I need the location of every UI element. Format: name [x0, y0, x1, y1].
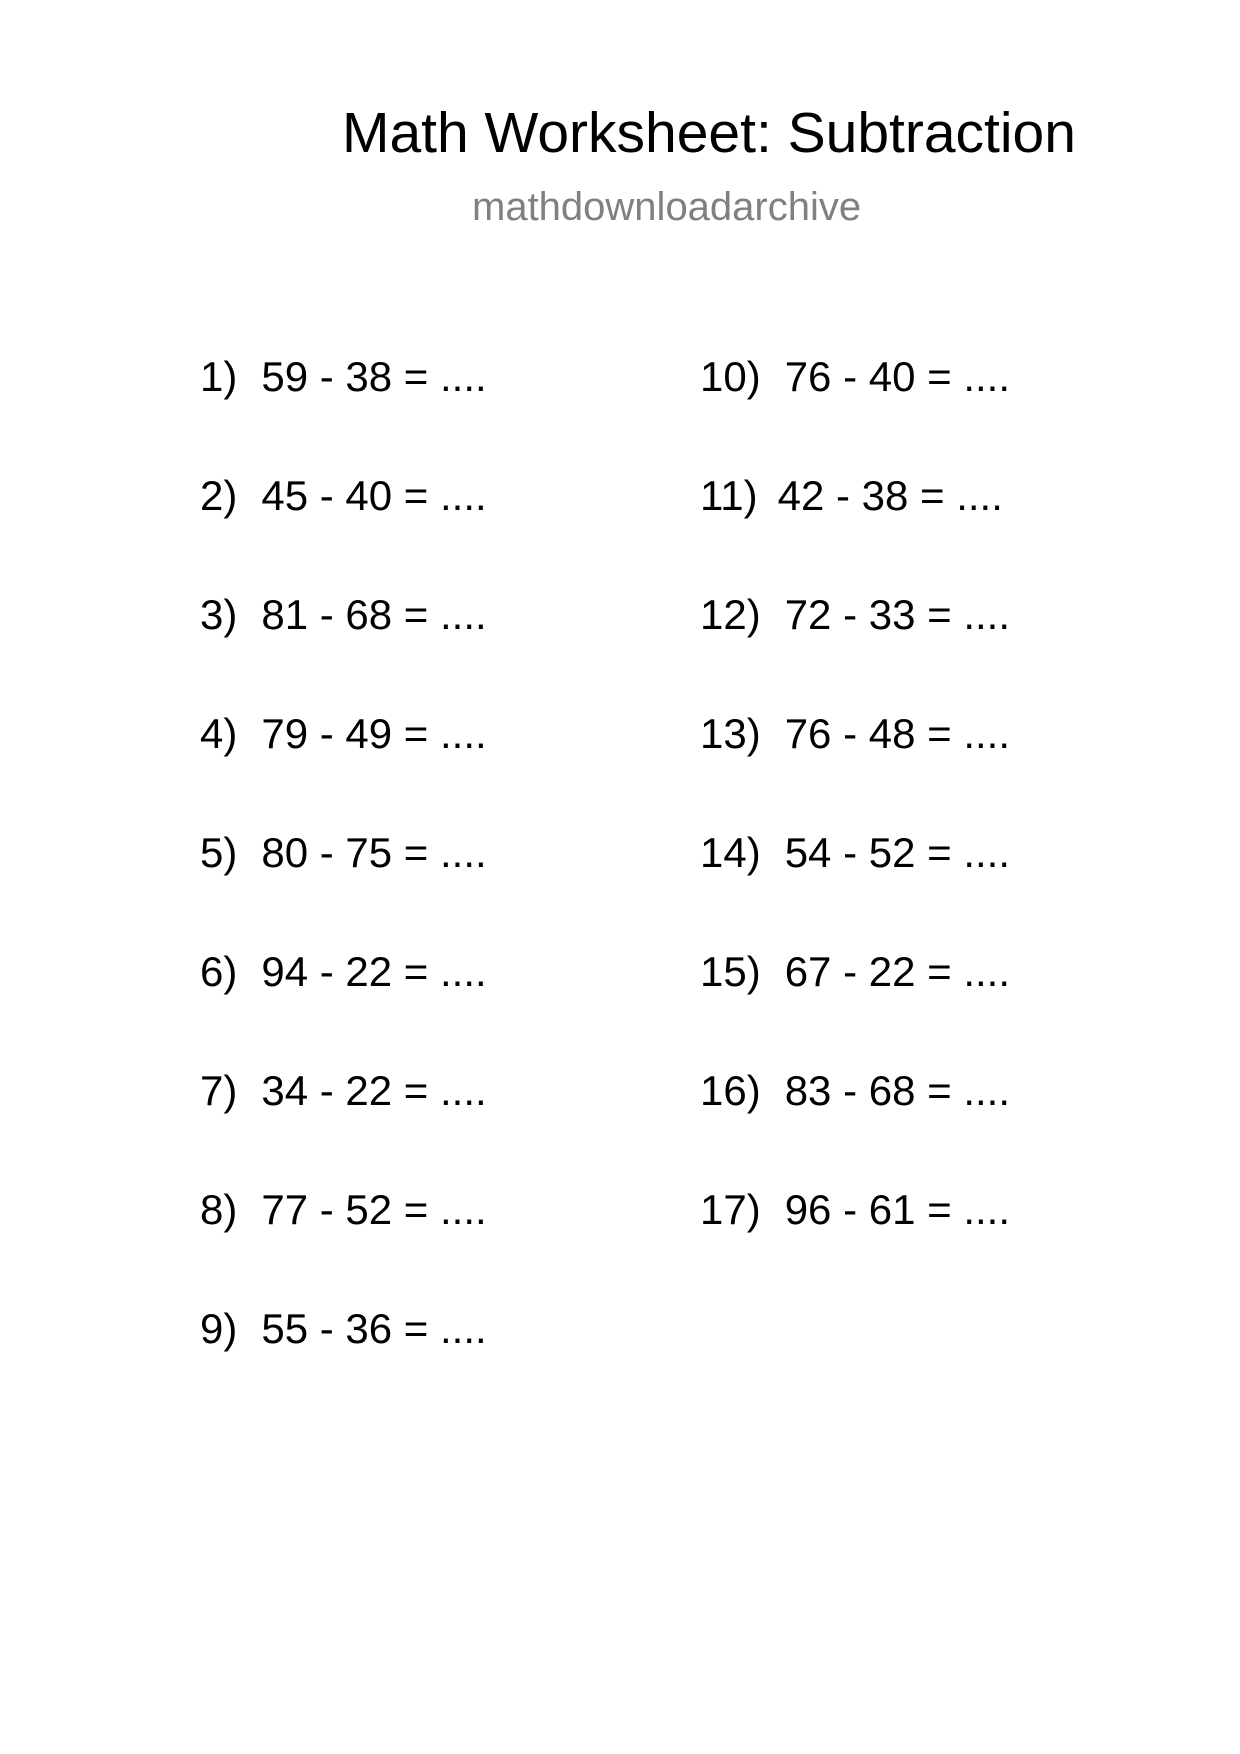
problem-number: 14)	[700, 829, 761, 876]
problem-expression: 79 - 49 = ....	[261, 710, 487, 757]
problem-item	[200, 947, 487, 997]
problem-expression: 45 - 40 = ....	[261, 472, 487, 519]
problem-number: 15)	[700, 948, 761, 995]
problem-number: 3)	[200, 591, 238, 638]
problem-expression: 59 - 38 = ....	[261, 353, 487, 400]
problem-expression: 76 - 48 = ....	[784, 710, 1011, 757]
problem-number: 9)	[200, 1305, 238, 1352]
worksheet-subtitle: mathdownloadarchive	[472, 185, 862, 229]
problem-expression: 67 - 22 = ....	[784, 948, 1011, 995]
problem-expression: 34 - 22 = ....	[261, 1067, 487, 1114]
worksheet-title: Math Worksheet: Subtraction	[342, 101, 1076, 165]
problem-expression: 55 - 36 = ....	[261, 1305, 487, 1352]
problem-expression: 76 - 40 = ....	[784, 353, 1011, 400]
problem-item	[200, 1304, 487, 1354]
problem-item	[700, 947, 1010, 997]
problem-item	[200, 352, 487, 402]
problem-item	[700, 828, 1010, 878]
problem-expression: 54 - 52 = ....	[784, 829, 1011, 876]
problem-number: 17)	[700, 1186, 761, 1233]
problem-expression: 96 - 61 = ....	[784, 1186, 1011, 1233]
problem-number: 16)	[700, 1067, 761, 1114]
problem-number: 13)	[700, 710, 761, 757]
problem-item	[700, 471, 1003, 521]
problem-item	[700, 352, 1010, 402]
problem-item	[700, 709, 1010, 759]
problem-number: 4)	[200, 710, 238, 757]
problem-number: 6)	[200, 948, 238, 995]
problem-item	[200, 1185, 487, 1235]
problem-item	[700, 1185, 1010, 1235]
problem-expression: 83 - 68 = ....	[784, 1067, 1011, 1114]
problem-expression: 42 - 38 = ....	[777, 472, 1003, 519]
problem-number: 12)	[700, 591, 761, 638]
problem-expression: 77 - 52 = ....	[261, 1186, 487, 1233]
problem-number: 7)	[200, 1067, 238, 1114]
problem-number: 2)	[200, 472, 238, 519]
problem-item	[700, 590, 1010, 640]
problem-expression: 81 - 68 = ....	[261, 591, 487, 638]
problem-number: 10)	[700, 353, 761, 400]
problem-number: 1)	[200, 353, 238, 400]
problem-number: 8)	[200, 1186, 238, 1233]
problem-number: 11)	[700, 472, 758, 519]
problem-item	[200, 1066, 487, 1116]
problem-expression: 72 - 33 = ....	[784, 591, 1011, 638]
problem-expression: 80 - 75 = ....	[261, 829, 487, 876]
problem-item	[200, 828, 487, 878]
problem-number: 5)	[200, 829, 238, 876]
problem-expression: 94 - 22 = ....	[261, 948, 487, 995]
problem-item	[200, 471, 487, 521]
problem-item	[200, 709, 487, 759]
problem-item	[200, 590, 487, 640]
problem-item	[700, 1066, 1010, 1116]
